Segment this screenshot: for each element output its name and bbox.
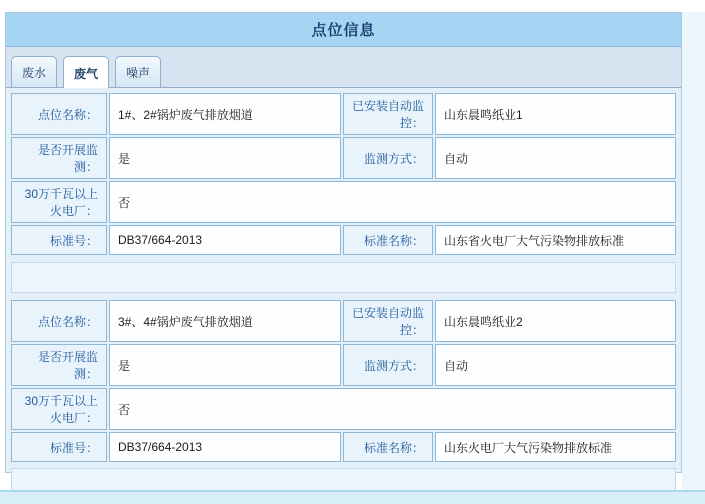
monitoring-value: 是	[109, 137, 341, 179]
table-row	[11, 388, 676, 430]
point-name-value: 3#、4#锅炉废气排放烟道	[109, 300, 341, 342]
point-table-1	[9, 91, 678, 257]
table-row	[11, 344, 676, 386]
standard-name-label: 标准名称：	[343, 225, 433, 255]
method-value: 自动	[435, 137, 676, 179]
point-name-label: 点位名称：	[11, 300, 107, 342]
table-row	[11, 432, 676, 462]
tab-noise[interactable]: 噪声	[115, 56, 161, 87]
plant30-value: 否	[109, 181, 676, 223]
method-value: 自动	[435, 344, 676, 386]
tab-wastewater[interactable]: 废水	[11, 56, 57, 87]
spacer-box	[11, 262, 676, 293]
auto-monitor-label: 已安装自动监控：	[343, 300, 433, 342]
point-name-value: 1#、2#锅炉废气排放烟道	[109, 93, 341, 135]
monitoring-label: 是否开展监测：	[11, 137, 107, 179]
page-title: 点位信息	[311, 22, 376, 39]
tab-content	[6, 88, 681, 498]
table-row	[11, 137, 676, 179]
footer-bar	[0, 490, 705, 504]
tab-exhaust-gas[interactable]: 废气	[63, 56, 109, 88]
method-label: 监测方式：	[343, 137, 433, 179]
table-row	[11, 181, 676, 223]
plant30-label: 30万千瓦以上 火电厂：	[11, 181, 107, 223]
auto-monitor-value: 山东晨鸣纸业1	[435, 93, 676, 135]
plant30-label: 30万千瓦以上 火电厂：	[11, 388, 107, 430]
point-name-label: 点位名称：	[11, 93, 107, 135]
standard-no-label: 标准号：	[11, 225, 107, 255]
monitoring-label: 是否开展监测：	[11, 344, 107, 386]
point-info-panel	[5, 12, 682, 473]
standard-no-label: 标准号：	[11, 432, 107, 462]
auto-monitor-label: 已安装自动监控：	[343, 93, 433, 135]
standard-name-label: 标准名称：	[343, 432, 433, 462]
plant30-value: 否	[109, 388, 676, 430]
panel-header	[6, 13, 681, 47]
table-row	[11, 300, 676, 342]
standard-name-value: 山东火电厂大气污染物排放标准	[435, 432, 676, 462]
tab-bar	[6, 47, 681, 88]
method-label: 监测方式：	[343, 344, 433, 386]
standard-no-value: DB37/664-2013	[109, 225, 341, 255]
auto-monitor-value: 山东晨鸣纸业2	[435, 300, 676, 342]
table-row	[11, 93, 676, 135]
table-row	[11, 225, 676, 255]
monitoring-value: 是	[109, 344, 341, 386]
point-table-2	[9, 298, 678, 464]
standard-no-value: DB37/664-2013	[109, 432, 341, 462]
page-right-margin	[682, 12, 705, 490]
standard-name-value: 山东省火电厂大气污染物排放标准	[435, 225, 676, 255]
